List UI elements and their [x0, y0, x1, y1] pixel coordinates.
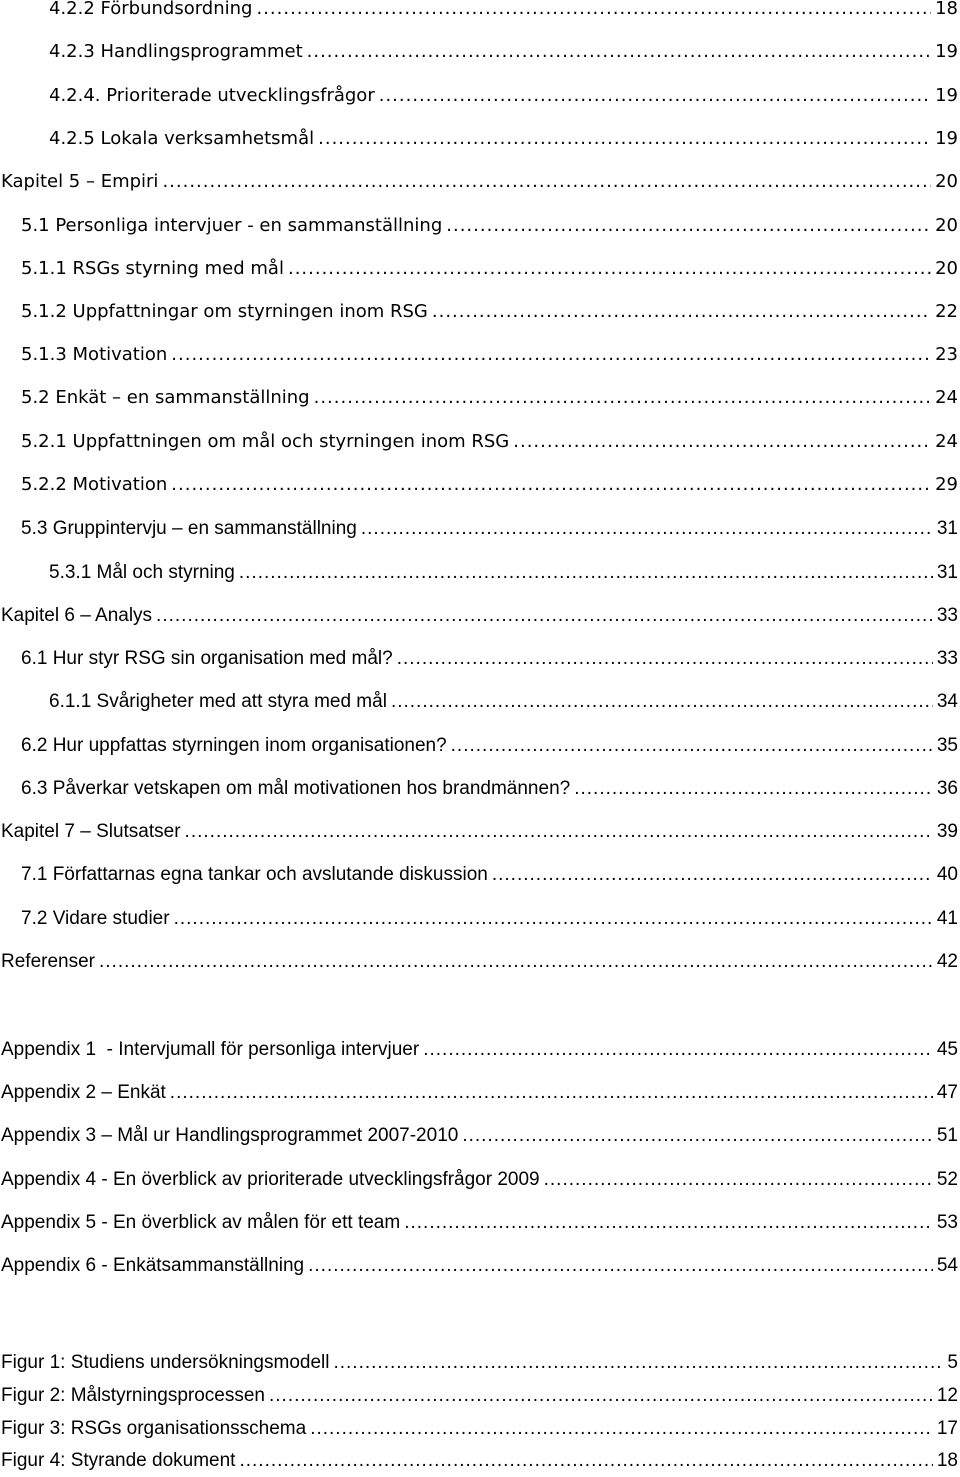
toc-entry-page: 42	[936, 951, 958, 972]
dot-leader	[318, 130, 931, 148]
toc-entry[interactable]	[0, 649, 960, 668]
appendix-entry[interactable]	[0, 1170, 960, 1189]
toc-entry-title: 5.1 Personliga intervjuer - en sammanställning	[21, 215, 443, 236]
dot-leader	[269, 1386, 933, 1405]
appendix-entry[interactable]	[0, 1213, 960, 1232]
dot-leader	[310, 1419, 933, 1438]
toc-entry[interactable]	[0, 303, 960, 321]
toc-entry-title: 6.1 Hur styr RSG sin organisation med mål?	[21, 648, 393, 669]
toc-entry-page: 22	[935, 301, 958, 322]
dot-leader	[156, 606, 933, 625]
appendix-entry-title: Appendix 1 - Intervjumall för personliga intervjuer	[1, 1039, 420, 1060]
toc-entry[interactable]	[0, 433, 960, 451]
toc-entry[interactable]	[0, 389, 960, 407]
toc-entry-page: 18	[935, 0, 958, 19]
toc-entry-page: 33	[936, 605, 958, 626]
toc-entry-page: 33	[936, 648, 958, 669]
toc-entry[interactable]	[0, 736, 960, 755]
toc-entry-page: 34	[936, 691, 958, 712]
figure-entry[interactable]	[0, 1353, 960, 1372]
toc-entry-title: 5.2.1 Uppfattningen om mål och styrningen inom RSG	[21, 431, 510, 452]
appendix-entry-page: 52	[936, 1169, 958, 1190]
appendix-entry-page: 47	[936, 1082, 958, 1103]
appendix-entry[interactable]	[0, 1083, 960, 1102]
toc-entry[interactable]	[0, 865, 960, 884]
dot-leader	[544, 1170, 933, 1189]
toc-entry-page: 31	[936, 562, 958, 583]
toc-entry-title: 5.1.3 Motivation	[21, 344, 168, 365]
toc-entry[interactable]	[0, 563, 960, 582]
dot-leader	[239, 1451, 932, 1470]
figure-entry-title: Figur 4: Styrande dokument	[1, 1450, 236, 1471]
toc-entry[interactable]	[0, 822, 960, 841]
toc-entry-page: 35	[936, 735, 958, 756]
toc-entry[interactable]	[0, 0, 960, 18]
dot-leader	[314, 389, 931, 407]
toc-entry-title: 5.3.1 Mål och styrning	[49, 562, 235, 583]
figure-entry-page: 12	[936, 1385, 958, 1406]
toc-entry-title: 5.1.1 RSGs styrning med mål	[21, 258, 284, 279]
toc-entry[interactable]	[0, 87, 960, 105]
dot-leader	[170, 1083, 933, 1102]
appendix-entry-title: Appendix 2 – Enkät	[1, 1082, 166, 1103]
toc-entry-page: 19	[935, 128, 958, 149]
dot-leader	[446, 217, 931, 235]
appendix-entry-title: Appendix 4 - En överblick av prioriterade utvecklingsfrågor 2009	[1, 1169, 540, 1190]
dot-leader	[308, 1256, 933, 1275]
toc-entry-page: 20	[935, 171, 958, 192]
toc-entry-title: 5.2.2 Motivation	[21, 474, 168, 495]
toc-entry[interactable]	[0, 217, 960, 235]
toc-entry[interactable]	[0, 173, 960, 191]
figure-entry-title: Figur 3: RSGs organisationsschema	[1, 1418, 307, 1439]
figure-entry-page: 5	[947, 1352, 958, 1373]
figure-entry[interactable]	[0, 1419, 960, 1438]
dot-leader	[574, 779, 933, 798]
dot-leader	[171, 346, 931, 364]
toc-entry-title: 5.3 Gruppintervju – en sammanställning	[21, 518, 357, 539]
figure-entry[interactable]	[0, 1386, 960, 1405]
dot-leader	[185, 822, 933, 841]
toc-entry-title: 6.1.1 Svårigheter med att styra med mål	[49, 691, 387, 712]
toc-entry[interactable]	[0, 519, 960, 538]
toc-entry-page: 36	[936, 778, 958, 799]
dot-leader	[397, 649, 933, 668]
toc-entry-title: 4.2.4. Prioriterade utvecklingsfrågor	[49, 85, 375, 106]
toc-entry-title: 6.2 Hur uppfattas styrningen inom organisationen?	[21, 735, 447, 756]
dot-leader	[288, 260, 931, 278]
dot-leader	[256, 0, 931, 18]
toc-entry-page: 29	[935, 474, 958, 495]
dot-leader	[492, 865, 933, 884]
figure-entry-page: 18	[936, 1450, 958, 1471]
toc-entry-title: 4.2.5 Lokala verksamhetsmål	[49, 128, 315, 149]
appendix-entry-page: 53	[936, 1212, 958, 1233]
dot-leader	[451, 736, 933, 755]
toc-entry-title: 7.1 Författarnas egna tankar och avslutande diskussion	[21, 864, 488, 885]
dot-leader	[379, 87, 931, 105]
toc-entry-page: 20	[935, 215, 958, 236]
toc-entry[interactable]	[0, 779, 960, 798]
toc-entry-title: Referenser	[1, 951, 95, 972]
toc-entry-title: 5.2 Enkät – en sammanställning	[21, 387, 310, 408]
appendix-entry-page: 51	[936, 1125, 958, 1146]
toc-entry-title: 4.2.3 Handlingsprogrammet	[49, 41, 303, 62]
appendix-entry-title: Appendix 3 – Mål ur Handlingsprogrammet 2007-2010	[1, 1125, 459, 1146]
appendix-entry-title: Appendix 6 - Enkätsammanställning	[1, 1255, 305, 1276]
toc-entry-page: 40	[936, 864, 958, 885]
appendix-entry[interactable]	[0, 1040, 960, 1059]
toc-entry-page: 23	[935, 344, 958, 365]
dot-leader	[462, 1126, 933, 1145]
dot-leader	[423, 1040, 933, 1059]
figure-entry-title: Figur 1: Studiens undersökningsmodell	[1, 1352, 330, 1373]
toc-entry-page: 24	[935, 387, 958, 408]
dot-leader	[162, 173, 931, 191]
toc-entry-title: Kapitel 7 – Slutsatser	[1, 821, 181, 842]
toc-entry-page: 19	[935, 41, 958, 62]
dot-leader	[174, 909, 933, 928]
appendix-entry[interactable]	[0, 1126, 960, 1145]
toc-entry[interactable]	[0, 43, 960, 61]
dot-leader	[307, 43, 931, 61]
dot-leader	[404, 1213, 933, 1232]
appendix-entry-title: Appendix 5 - En överblick av målen för ett team	[1, 1212, 401, 1233]
appendix-entry-page: 45	[936, 1039, 958, 1060]
dot-leader	[99, 952, 933, 971]
dot-leader	[432, 303, 931, 321]
dot-leader	[513, 433, 931, 451]
toc-entry-title: 4.2.2 Förbundsordning	[49, 0, 253, 19]
toc-entry[interactable]	[0, 346, 960, 364]
figure-entry[interactable]	[0, 1451, 960, 1470]
toc-entry[interactable]	[0, 260, 960, 278]
toc-entry-page: 20	[935, 258, 958, 279]
toc-entry[interactable]	[0, 476, 960, 494]
toc-entry[interactable]	[0, 130, 960, 148]
toc-entry[interactable]	[0, 692, 960, 711]
figure-entry-title: Figur 2: Målstyrningsprocessen	[1, 1385, 265, 1406]
toc-entry-title: 7.2 Vidare studier	[21, 908, 170, 929]
toc-entry-title: 6.3 Påverkar vetskapen om mål motivationen hos brandmännen?	[21, 778, 571, 799]
toc-entry-page: 24	[935, 431, 958, 452]
appendix-entry-page: 54	[936, 1255, 958, 1276]
toc-entry-page: 31	[936, 518, 958, 539]
toc-entry-title: Kapitel 5 – Empiri	[1, 171, 159, 192]
dot-leader	[391, 692, 933, 711]
dot-leader	[239, 563, 933, 582]
toc-entry[interactable]	[0, 909, 960, 928]
toc-entry-title: Kapitel 6 – Analys	[1, 605, 153, 626]
dot-leader	[171, 476, 931, 494]
toc-entry-page: 19	[935, 85, 958, 106]
toc-entry[interactable]	[0, 952, 960, 971]
dot-leader	[361, 519, 933, 538]
appendix-entry[interactable]	[0, 1256, 960, 1275]
dot-leader	[333, 1353, 943, 1372]
toc-entry[interactable]	[0, 606, 960, 625]
toc-entry-page: 39	[936, 821, 958, 842]
toc-entry-page: 41	[936, 908, 958, 929]
toc-entry-title: 5.1.2 Uppfattningar om styrningen inom RSG	[21, 301, 428, 322]
figure-entry-page: 17	[936, 1418, 958, 1439]
